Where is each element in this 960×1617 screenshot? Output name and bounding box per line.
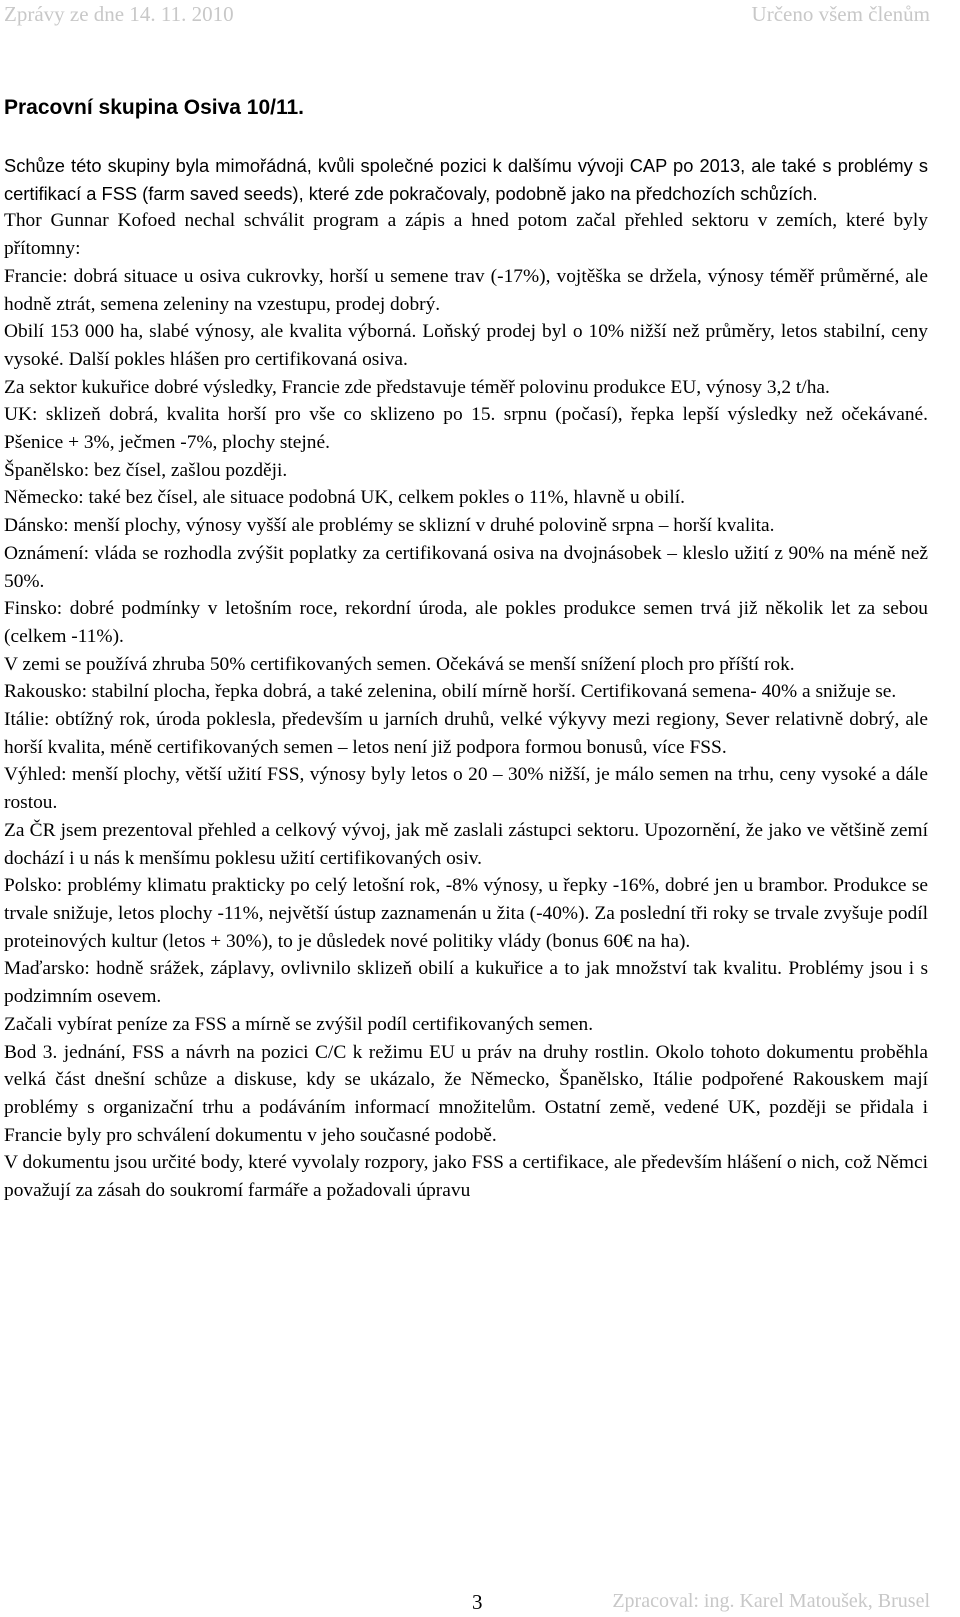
paragraph: Itálie: obtížný rok, úroda poklesla, především u jarních druhů, velké výkyvy mezi regiony, Sever relativně dobrý, ale horší kvalita, méně certifikovaných semen – letos není již podpora formou bonusů, více FSS.: [4, 709, 928, 758]
header-audience: Určeno všem členům: [751, 2, 930, 26]
paragraph: Německo: také bez čísel, ale situace podobná UK, celkem pokles o 11%, hlavně u obilí.: [4, 487, 685, 509]
paragraph: Dánsko: menší plochy, výnosy vyšší ale problémy se sklizní v druhé polovině srpna – horší kvalita.: [4, 515, 775, 537]
paragraph: Francie: dobrá situace u osiva cukrovky, horší u semene trav (-17%), vojtěška se držela, výnosy téměř průměrné, ale hodně ztrát, semena zeleniny na vzestupu, prodej dobrý.: [4, 265, 928, 315]
paragraph: Za ČR jsem prezentoval přehled a celkový vývoj, jak mě zaslali zástupci sektoru. Upozornění, že jako ve většině zemí dochází i u nás k menšímu poklesu užití certifikovaných osiv.: [4, 819, 928, 869]
paragraph: Rakousko: stabilní plocha, řepka dobrá, a také zelenina, obilí mírně horší. Certifikovaná semena- 40% a snižuje se.: [4, 681, 897, 703]
paragraph: Obilí 153 000 ha, slabé výnosy, ale kvalita výborná. Loňský prodej byl o 10% nižší než průměry, letos stabilní, ceny vysoké. Další pokles hlášen pro certifikovaná osiva.: [4, 321, 928, 370]
paragraph: V zemi se používá zhruba 50% certifikovaných semen. Očekává se menší snížení ploch pro příští rok.: [4, 653, 795, 675]
paragraph: Španělsko: bez čísel, zašlou později.: [4, 459, 288, 481]
page-footer: [0, 1590, 960, 1617]
document-body: [4, 152, 928, 1205]
page-header: [0, 0, 960, 32]
paragraph: UK: sklizeň dobrá, kvalita horší pro vše co sklizeno po 15. srpnu (počasí), řepka lepší výsledky než očekávané. Pšenice + 3%, ječmen -7%, plochy stejné.: [4, 404, 928, 454]
paragraph: Polsko: problémy klimatu prakticky po celý letošní rok, -8% výnosy, u řepky -16%, dobré jen u brambor. Produkce se trvale snižuje, letos plochy -11%, největší ústup zaznamenán u žita (-40%). Za poslední tři roky se trvale zvyšuje podíl proteinových kultur (letos + 30%), to je důsledek nové politiky vlády (bonus 60€ na ha).: [4, 875, 928, 952]
footer-author: Zpracoval: ing. Karel Matoušek, Brusel: [612, 1590, 930, 1612]
paragraph: Maďarsko: hodně srážek, záplavy, ovlivnilo sklizeň obilí a kukuřice a to jak množství tak kvalitu. Problémy jsou i s podzimním osevem.: [4, 958, 928, 1008]
paragraph: Bod 3. jednání, FSS a návrh na pozici C/C k režimu EU u práv na druhy rostlin. Okolo tohoto dokumentu proběhla velká část dnešní schůze a diskuse, kdy se ukázalo, že Německo, Španělsko, Itálie podpořené Rakouskem mají problémy s organizační trhu a podáváním informací množitelům. Ostatní země, vedené UK, později se přidala i Francie byly pro schválení dokumentu v jeho současné podobě.: [4, 1041, 928, 1146]
header-date: Zprávy ze dne 14. 11. 2010: [4, 2, 234, 26]
page-number: 3: [472, 1590, 483, 1614]
section-title: Pracovní skupina Osiva 10/11.: [4, 96, 304, 119]
paragraph: Výhled: menší plochy, větší užití FSS, výnosy byly letos o 20 – 30% nižší, je málo semen na trhu, ceny vysoké a dále rostou.: [4, 764, 928, 814]
paragraph: Začali vybírat peníze za FSS a mírně se zvýšil podíl certifikovaných semen.: [4, 1013, 594, 1035]
paragraph: Finsko: dobré podmínky v letošním roce, rekordní úroda, ale pokles produkce semen trvá již několik let za sebou (celkem -11%).: [4, 598, 928, 647]
paragraph: Thor Gunnar Kofoed nechal schválit program a zápis a hned potom začal přehled sektoru v zemích, které byly přítomny:: [4, 210, 928, 260]
paragraph: Za sektor kukuřice dobré výsledky, Francie zde představuje téměř polovinu produkce EU, výnosy 3,2 t/ha.: [4, 376, 830, 398]
paragraph: V dokumentu jsou určité body, které vyvolaly rozpory, jako FSS a certifikace, ale především hlášení o nich, což Němci považují za zásah do soukromí farmáře a požadovali úpravu: [4, 1152, 928, 1202]
paragraph: Oznámení: vláda se rozhodla zvýšit poplatky za certifikovaná osiva na dvojnásobek – kleslo užití z 90% na méně než 50%.: [4, 542, 928, 592]
paragraph: Schůze této skupiny byla mimořádná, kvůli společné pozici k dalšímu vývoji CAP po 2013, ale také s problémy s certifikací a FSS (farm saved seeds), které zde pokračovaly, podobně jako na předchozích schůzích.: [4, 155, 928, 204]
